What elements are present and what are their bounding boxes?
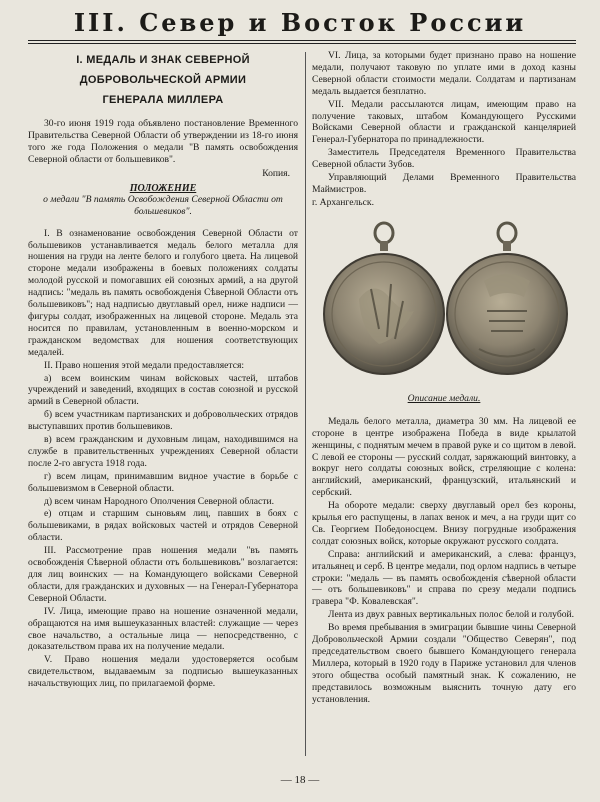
left-paragraph: в) всем гражданским и духовным лицам, находившимся на службе в правительственных учреждениях Северной области после 2-го августа 1918 года. [28, 434, 298, 469]
polozhenie-heading: ПОЛОЖЕНИЕ [129, 182, 197, 194]
page-title: III. Север и Восток России [73, 8, 527, 37]
left-paragraph: II. Право ношения этой медали предоставляется: [44, 359, 245, 371]
polozhenie-subheading: о медали "В память Освобождения Северной Области от большевиков". [43, 193, 283, 217]
intro-paragraph: 30-го июня 1919 года объявлено постановление Временного Правительства Северной Области об утверждении из 18-го июня того же года Положения о медали "В память освобождения Северной области от большевиков". [28, 118, 298, 165]
medal-photo [319, 219, 569, 389]
section-title-line: I. МЕДАЛЬ И ЗНАК СЕВЕРНОЙ [76, 54, 250, 66]
left-paragraph: V. Право ношения медали удостоверяется особым свидетельством, выдаваемым за подписью вышеуказанных начальствующих лиц, по прилагаемой форме. [28, 654, 298, 690]
page-number: — 18 — [280, 774, 320, 786]
left-paragraph: III. Рассмотрение прав ношения медали "въ память освобожденія Сѣверной области отъ большевиковъ" возлагается: для лиц воинских — на Командующего войсками Северной области, для гражданских и духовных — на Генерал-Губернатора Северной Области. [28, 545, 298, 604]
header-rule-bottom [28, 43, 576, 44]
kopiya-label: Копия. [262, 167, 290, 179]
left-paragraph: д) всем чинам Народного Ополчения Северной области. [44, 495, 274, 507]
medal-photo-image [319, 219, 569, 389]
right-paragraph: На оборотe медали: сверху двуглавый орел без короны, крылья его распущены, в лапах венок и меч, а на груди щит со Св. Георгием Победоносцем. Внизу погрудные изображения солдат союзных войск, которые окружают русского солдата. [312, 500, 576, 547]
right-paragraph: VI. Лица, за которыми будет признано право на ношение медали, получают таковую по уплате ими в доход казны Северной области стоимости медали. Солдатам и партизанам медаль выдается безплатно. [312, 50, 576, 97]
section-title-line: ДОБРОВОЛЬЧЕСКОЙ АРМИИ [79, 74, 247, 86]
left-paragraph: IV. Лица, имеющие право на ношение означенной медали, обращаются на имя вышеуказанных властей: служащие — через свое начальство, а остальные лица — непосредственно, с доказательством права их на получение медали. [28, 605, 298, 653]
header-rule-top [28, 40, 576, 41]
section-title-line: ГЕНЕРАЛА МИЛЛЕРА [102, 94, 224, 106]
left-paragraph: а) всем воинским чинам войсковых частей, штабов учреждений и заведений, входящих в состав союзной и русской армий в Северной области. [28, 372, 298, 408]
right-paragraph: VII. Медали рассылаются лицам, имеющим право на получение таковых, штабом Командующего Русскими Войсками Северной области и гражданской канцелярией Генерал-Губернатора по принадлежности. [312, 98, 576, 146]
photo-caption: Описание медали. [407, 392, 481, 404]
left-paragraph: б) всем участникам партизанских и добровольческих отрядов выступавших против большевиков. [28, 409, 298, 433]
column-divider [305, 52, 306, 756]
left-paragraph: г) всем лицам, принимавшим видное участие в борьбе с большевизмом в Северной области. [28, 470, 298, 494]
section-title [28, 50, 298, 110]
right-paragraph: Лента из двух равных вертикальных полос белой и голубой. [328, 609, 575, 621]
right-paragraph: Управляющий Делами Временного Правительства Маймистров. [312, 172, 576, 195]
right-column [312, 50, 576, 707]
right-paragraph: Медаль белого металла, диаметра 30 мм. На лицевой ее стороне в центре изображена Победа в виде крылатой женщины, с поднятым мечем в правой руке и со щитом в левой. С левой ее стороны — русский солдат, заряжающий винтовку, а вокруг него солдаты союзных войск, стреляющие с колена: английский, американский, французский, итальянский и сербский. [312, 415, 576, 499]
right-paragraph: г. Архангельск. [312, 196, 374, 208]
right-paragraph: Во время пребывания в эмиграции бывшие чины Северной Добровольческой Армии создали "Общество Северян", под председательством своего бывшего Командующего генерала Миллера, который в 1920 году в Париже установил для членов этого общества особый памятный знак. К сожалению, не представилось возможным выяснить точную дату его установления. [312, 622, 576, 705]
right-paragraph: Справа: английский и американский, а слева: француз, итальянец и серб. В центре медали, под орлом надпись в четыре строки: "медаль — въ память освобожденія сѣверной области — отъ большевиковъ" и справа по срезу медали подпись гравера "Ф. Ковалевская". [312, 548, 576, 608]
right-paragraph: Заместитель Председателя Временного Правительства Северной области Зубов. [312, 147, 576, 171]
left-paragraph: е) отцам и старшим сыновьям лиц, павших в боях с большевиками, в рядах войсковых частей и отрядов Северной области. [28, 508, 298, 544]
left-column [28, 50, 298, 691]
left-paragraph: I. В ознаменование освобождения Северной Области от большевиков устанавливается медаль белого металла для ношения на груди на ленте белого и голубого цвета. На лицевой стороне медали изображены в боевых положениях солдаты молодой русской и помогавших ей союзных армий, а на другой надпись: "медаль въ память освобожденія Сѣверной Области отъ большевиковъ"; над надписью двуглавый орел, ниже надписи — фигуры солдат, изображенных на лицевой стороне. Медаль эта носится по правилам, установленным в военно-морском и гражданском ведомствах для ношения соответствующих медалей. [28, 227, 298, 358]
